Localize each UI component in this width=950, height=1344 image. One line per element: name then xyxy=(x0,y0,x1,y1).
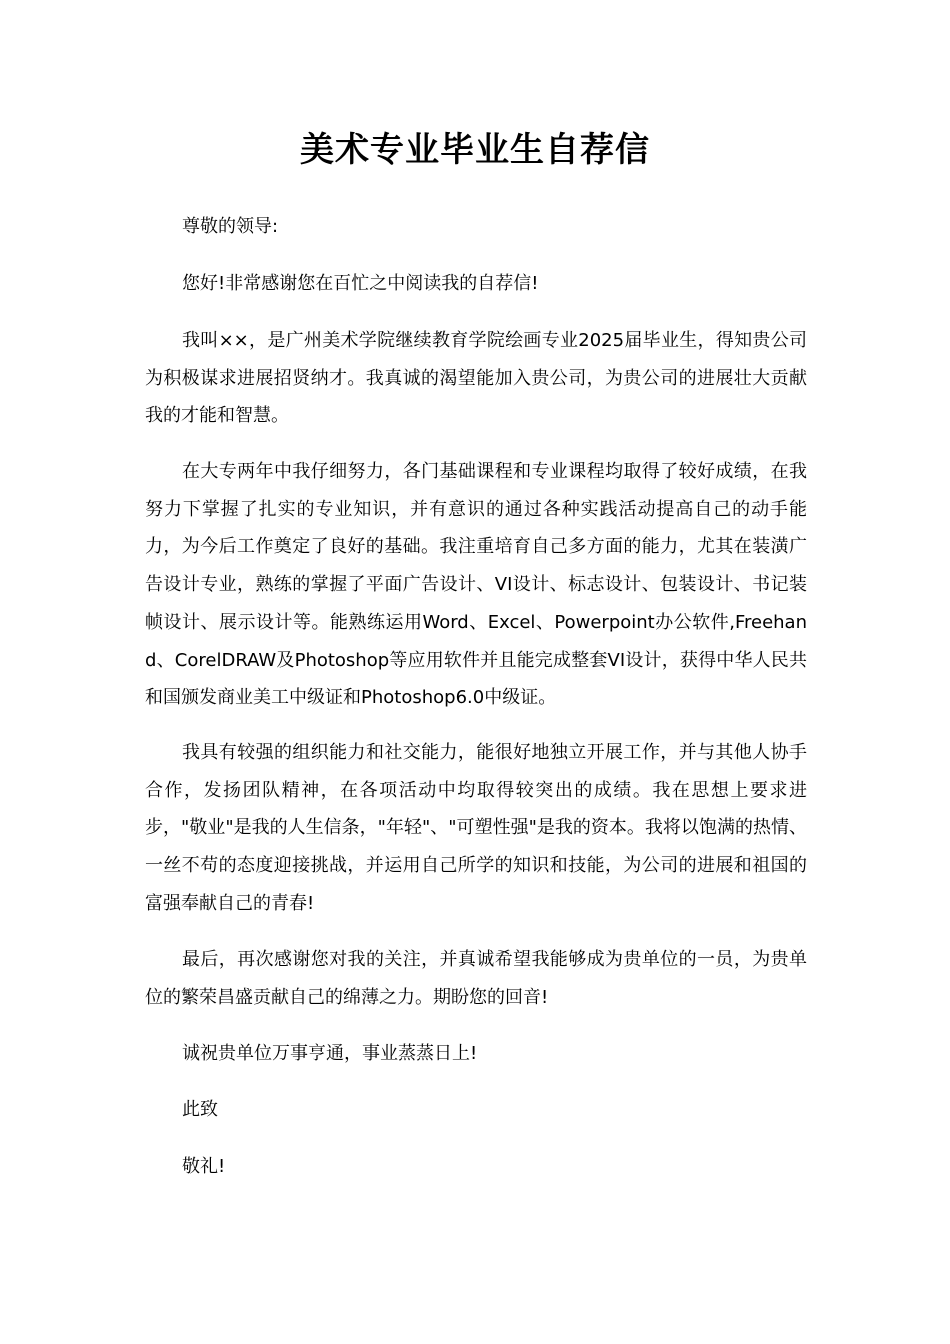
closing-ci-zhi: 此致 xyxy=(182,1099,218,1120)
paragraph-education: 在大专两年中我仔细努力，各门基础课程和专业课程均取得了较好成绩，在我努力下掌握了扎实的专业知识，并有意识的通过各种实践活动提高自己的动手能力，为今后工作奠定了良好的基础。我注重培育自己多方面的能力，尤其在装潢广告设计专业，熟练的掌握了平面广告设计、VI设计、标志设计、包装设计、书记装帧设计、展示设计等。能熟练运用Word、Excel、Powerpoint办公软件,Freehand、CorelDRAW及Photoshop等应用软件并且能完成整套VI设计，获得中华人民共和国颁发商业美工中级证和Photoshop6.0中级证。 xyxy=(145,461,807,709)
document-title: 美术专业毕业生自荐信 xyxy=(300,130,650,170)
closing-jing-li: 敬礼! xyxy=(182,1156,226,1177)
paragraph-greeting: 您好!非常感谢您在百忙之中阅读我的自荐信! xyxy=(182,273,539,294)
paragraph-abilities: 我具有较强的组织能力和社交能力，能很好地独立开展工作，并与其他人协手合作，发扬团队精神，在各项活动中均取得较突出的成绩。我在思想上要求进步，"敬业"是我的人生信条，"年轻"、"可塑性强"是我的资本。我将以饱满的热情、一丝不苟的态度迎接挑战，并运用自己所学的知识和技能，为公司的进展和祖国的富强奉献自己的青春! xyxy=(145,742,807,914)
paragraph-introduction: 我叫××，是广州美术学院继续教育学院绘画专业2025届毕业生，得知贵公司为积极谋求进展招贤纳才。我真诚的渴望能加入贵公司，为贵公司的进展壮大贡献我的才能和智慧。 xyxy=(145,330,807,427)
salutation: 尊敬的领导: xyxy=(182,216,279,237)
closing-wish: 诚祝贵单位万事亨通，事业蒸蒸日上! xyxy=(182,1043,478,1064)
paragraph-thanks: 最后，再次感谢您对我的关注，并真诚希望我能够成为贵单位的一员，为贵单位的繁荣昌盛贡献自己的绵薄之力。期盼您的回音! xyxy=(145,949,807,1008)
